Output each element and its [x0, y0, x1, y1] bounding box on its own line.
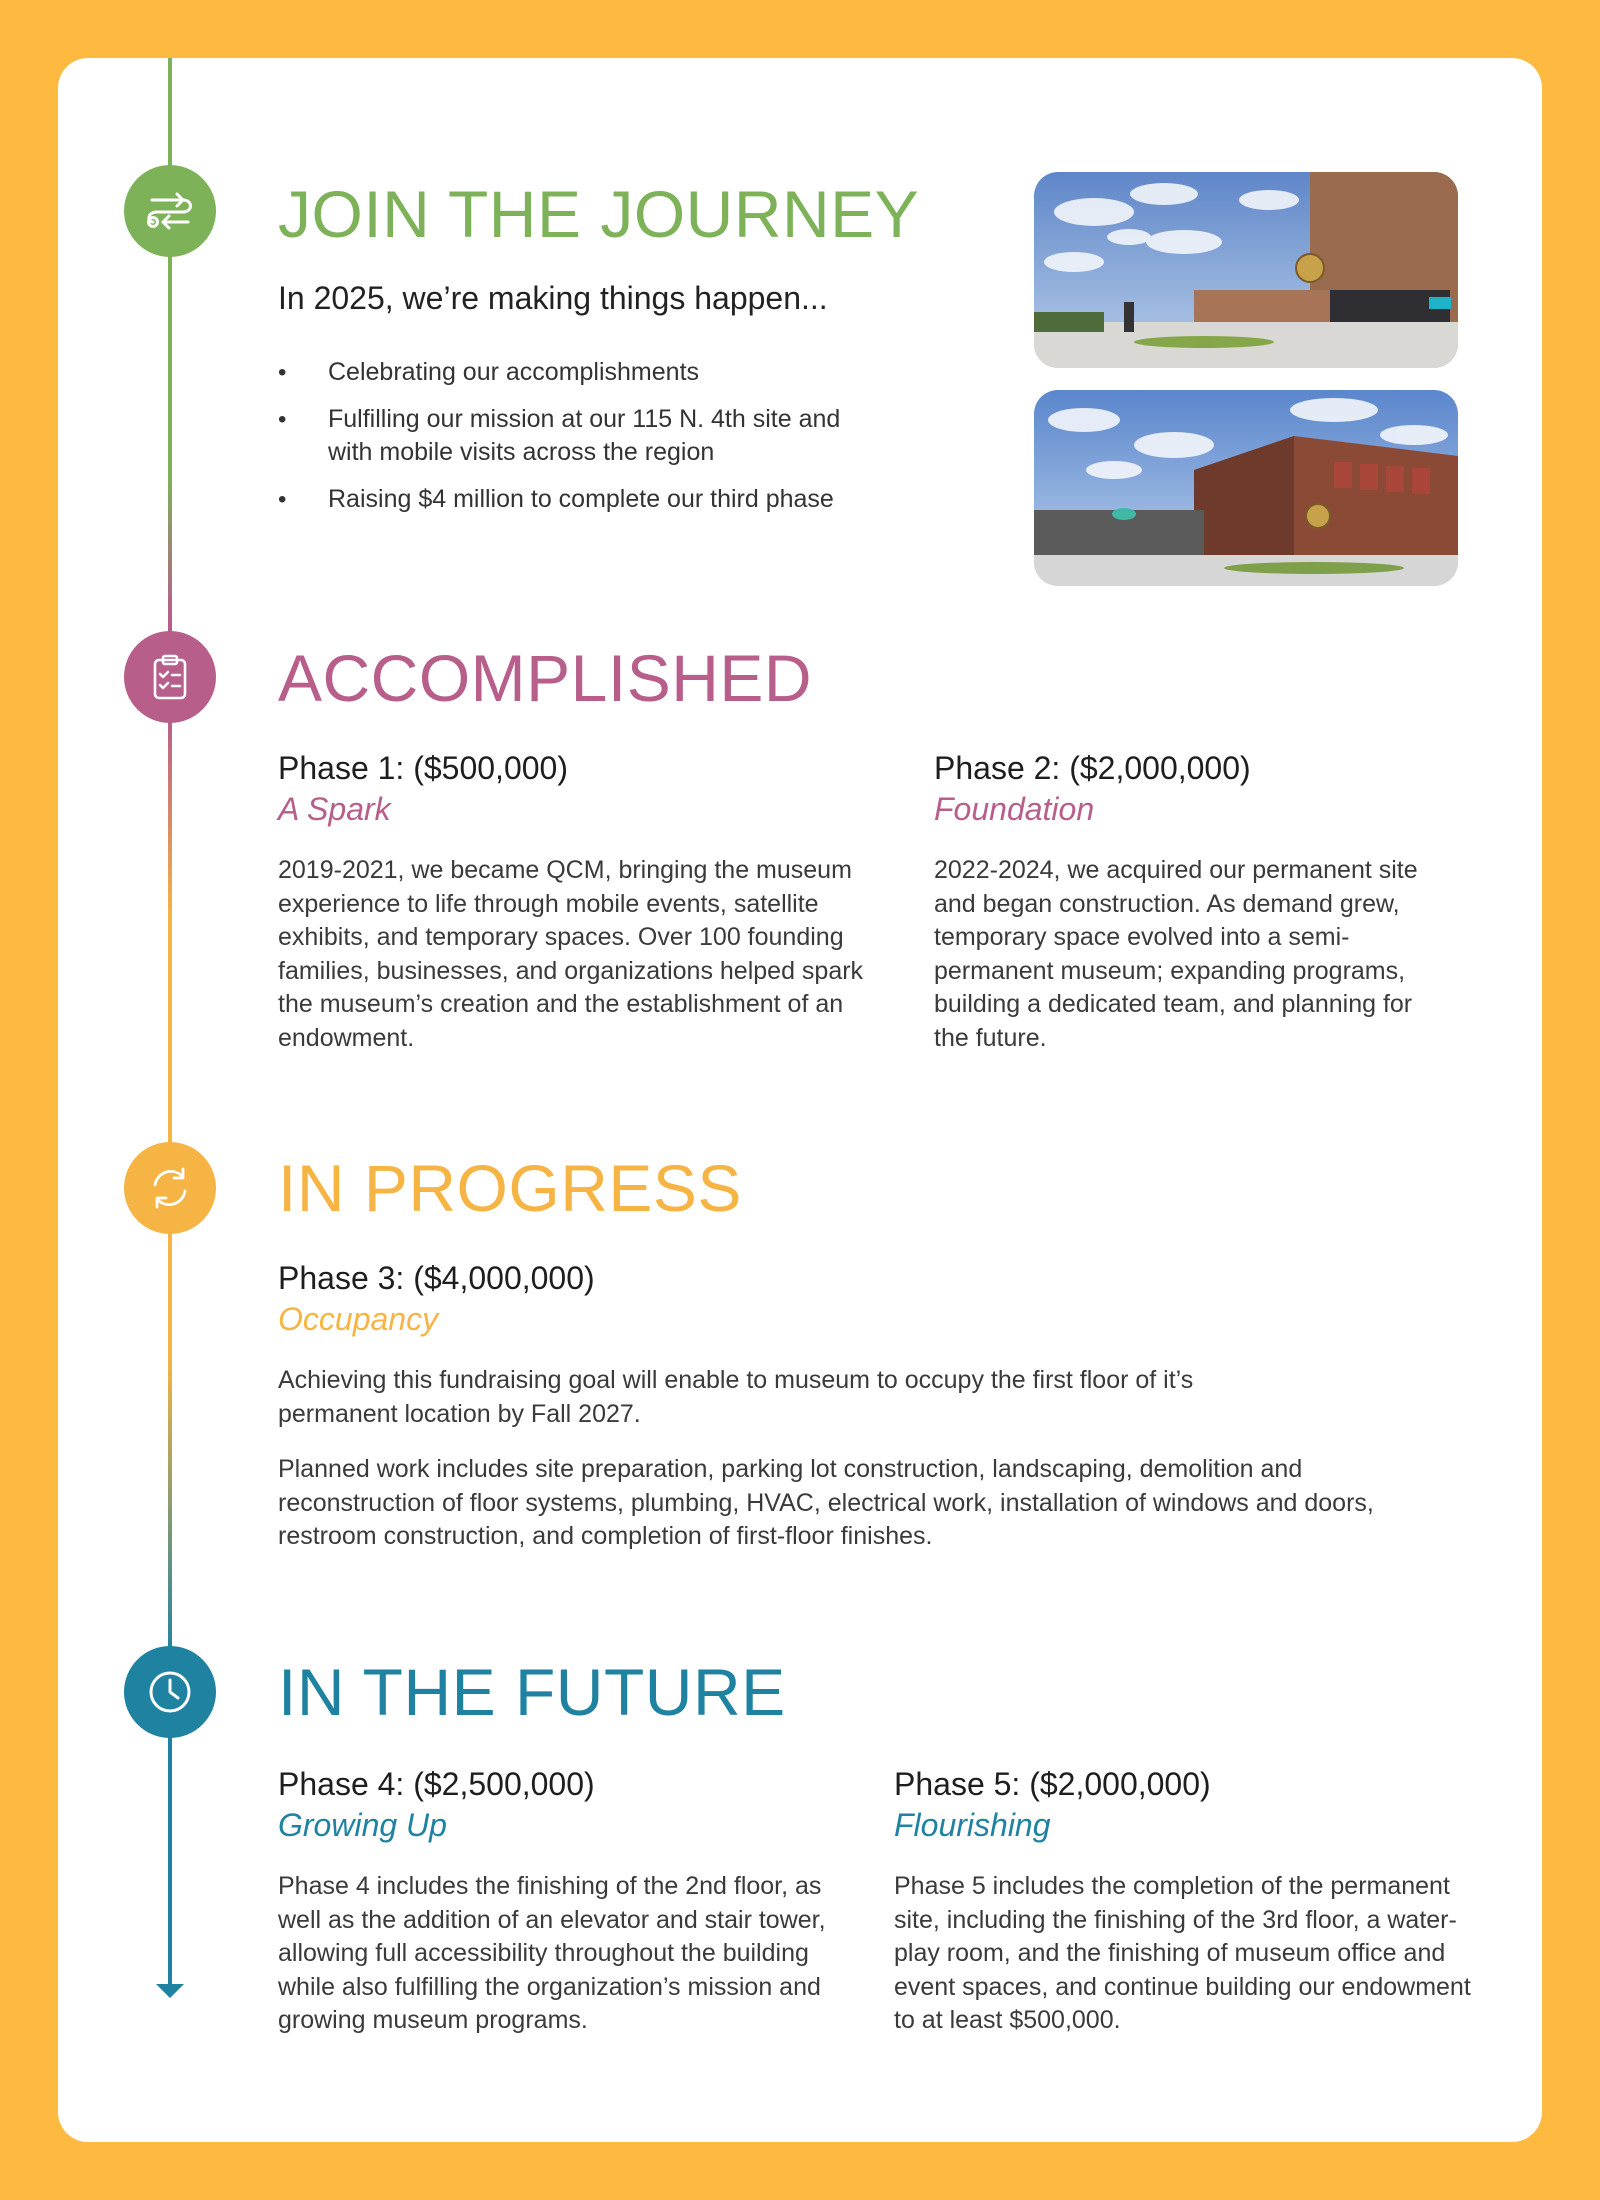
phase-4-block	[278, 1766, 858, 2038]
phase-1-heading: Phase 1: ($500,000)	[278, 750, 568, 786]
timeline-card	[58, 58, 1542, 2142]
list-item: • Raising $4 million to complete our third phase	[278, 485, 834, 513]
phase-4-body: Phase 4 includes the finishing of the 2nd floor, as well as the addition of an elevator and stair tower, allowing full accessibility throughout the building while also fulfilling the organization’s mission and growing museum programs.	[278, 1872, 826, 2034]
phase-1-body: 2019-2021, we became QCM, bringing the museum experience to life through mobile events, satellite exhibits, and temporary spaces. Over 100 founding families, businesses, and organizations helped spark the museum’s creation and the establishment of an endowment.	[278, 856, 864, 1052]
section-title-join: JOIN THE JOURNEY	[278, 177, 920, 251]
building-rendering-plaza-image	[1034, 172, 1458, 368]
phase-4-heading: Phase 4: ($2,500,000)	[278, 1766, 595, 1802]
clock-icon	[124, 1646, 216, 1738]
phase-2-name: Foundation	[934, 791, 1095, 827]
building-rendering-street-image	[1034, 390, 1458, 586]
section-title-future: IN THE FUTURE	[278, 1655, 786, 1729]
phase-2-heading: Phase 2: ($2,000,000)	[934, 750, 1251, 786]
phase-5-block	[894, 1766, 1474, 2038]
phase-5-heading: Phase 5: ($2,000,000)	[894, 1766, 1211, 1802]
phase-1-name: A Spark	[278, 791, 391, 827]
phase-3-name: Occupancy	[278, 1301, 439, 1337]
list-item: • Celebrating our accomplishments	[278, 358, 700, 386]
phase-1-block	[278, 750, 898, 1055]
phase-2-block	[934, 750, 1434, 1055]
join-lead: In 2025, we’re making things happen...	[278, 280, 828, 316]
route-icon	[124, 165, 216, 257]
phase-5-name: Flourishing	[894, 1807, 1051, 1843]
clipboard-checklist-icon	[124, 631, 216, 723]
phase-3-heading: Phase 3: ($4,000,000)	[278, 1260, 595, 1296]
phase-5-body: Phase 5 includes the completion of the permanent site, including the finishing of the 3rd floor, a water-play room, and the finishing of museum office and event spaces, and continue building our endowment to at least $500,000.	[894, 1872, 1471, 2034]
refresh-cycle-icon	[124, 1142, 216, 1234]
join-bullet-list	[278, 356, 918, 530]
section-title-accomplished: ACCOMPLISHED	[278, 641, 813, 715]
phase-3-paragraph-1: Achieving this fundraising goal will enable to museum to occupy the first floor of it’s permanent location by Fall 2027.	[278, 1366, 1194, 1428]
list-item: • Fulfilling our mission at our 115 N. 4th site and with mobile visits across the region	[278, 405, 841, 466]
phase-2-body: 2022-2024, we acquired our permanent site and began construction. As demand grew, temporary space evolved into a semi-permanent museum; expanding programs, building a dedicated team, and planning for the future.	[934, 856, 1418, 1052]
phase-3-paragraph-2: Planned work includes site preparation, parking lot construction, landscaping, demolition and reconstruction of floor systems, plumbing, HVAC, electrical work, installation of windows and doors, restroom construction, and completion of first-floor finishes.	[278, 1455, 1374, 1550]
section-title-in-progress: IN PROGRESS	[278, 1151, 742, 1225]
timeline-arrow-icon	[156, 1984, 184, 1998]
phase-3-block	[278, 1260, 1448, 1576]
phase-4-name: Growing Up	[278, 1807, 447, 1843]
